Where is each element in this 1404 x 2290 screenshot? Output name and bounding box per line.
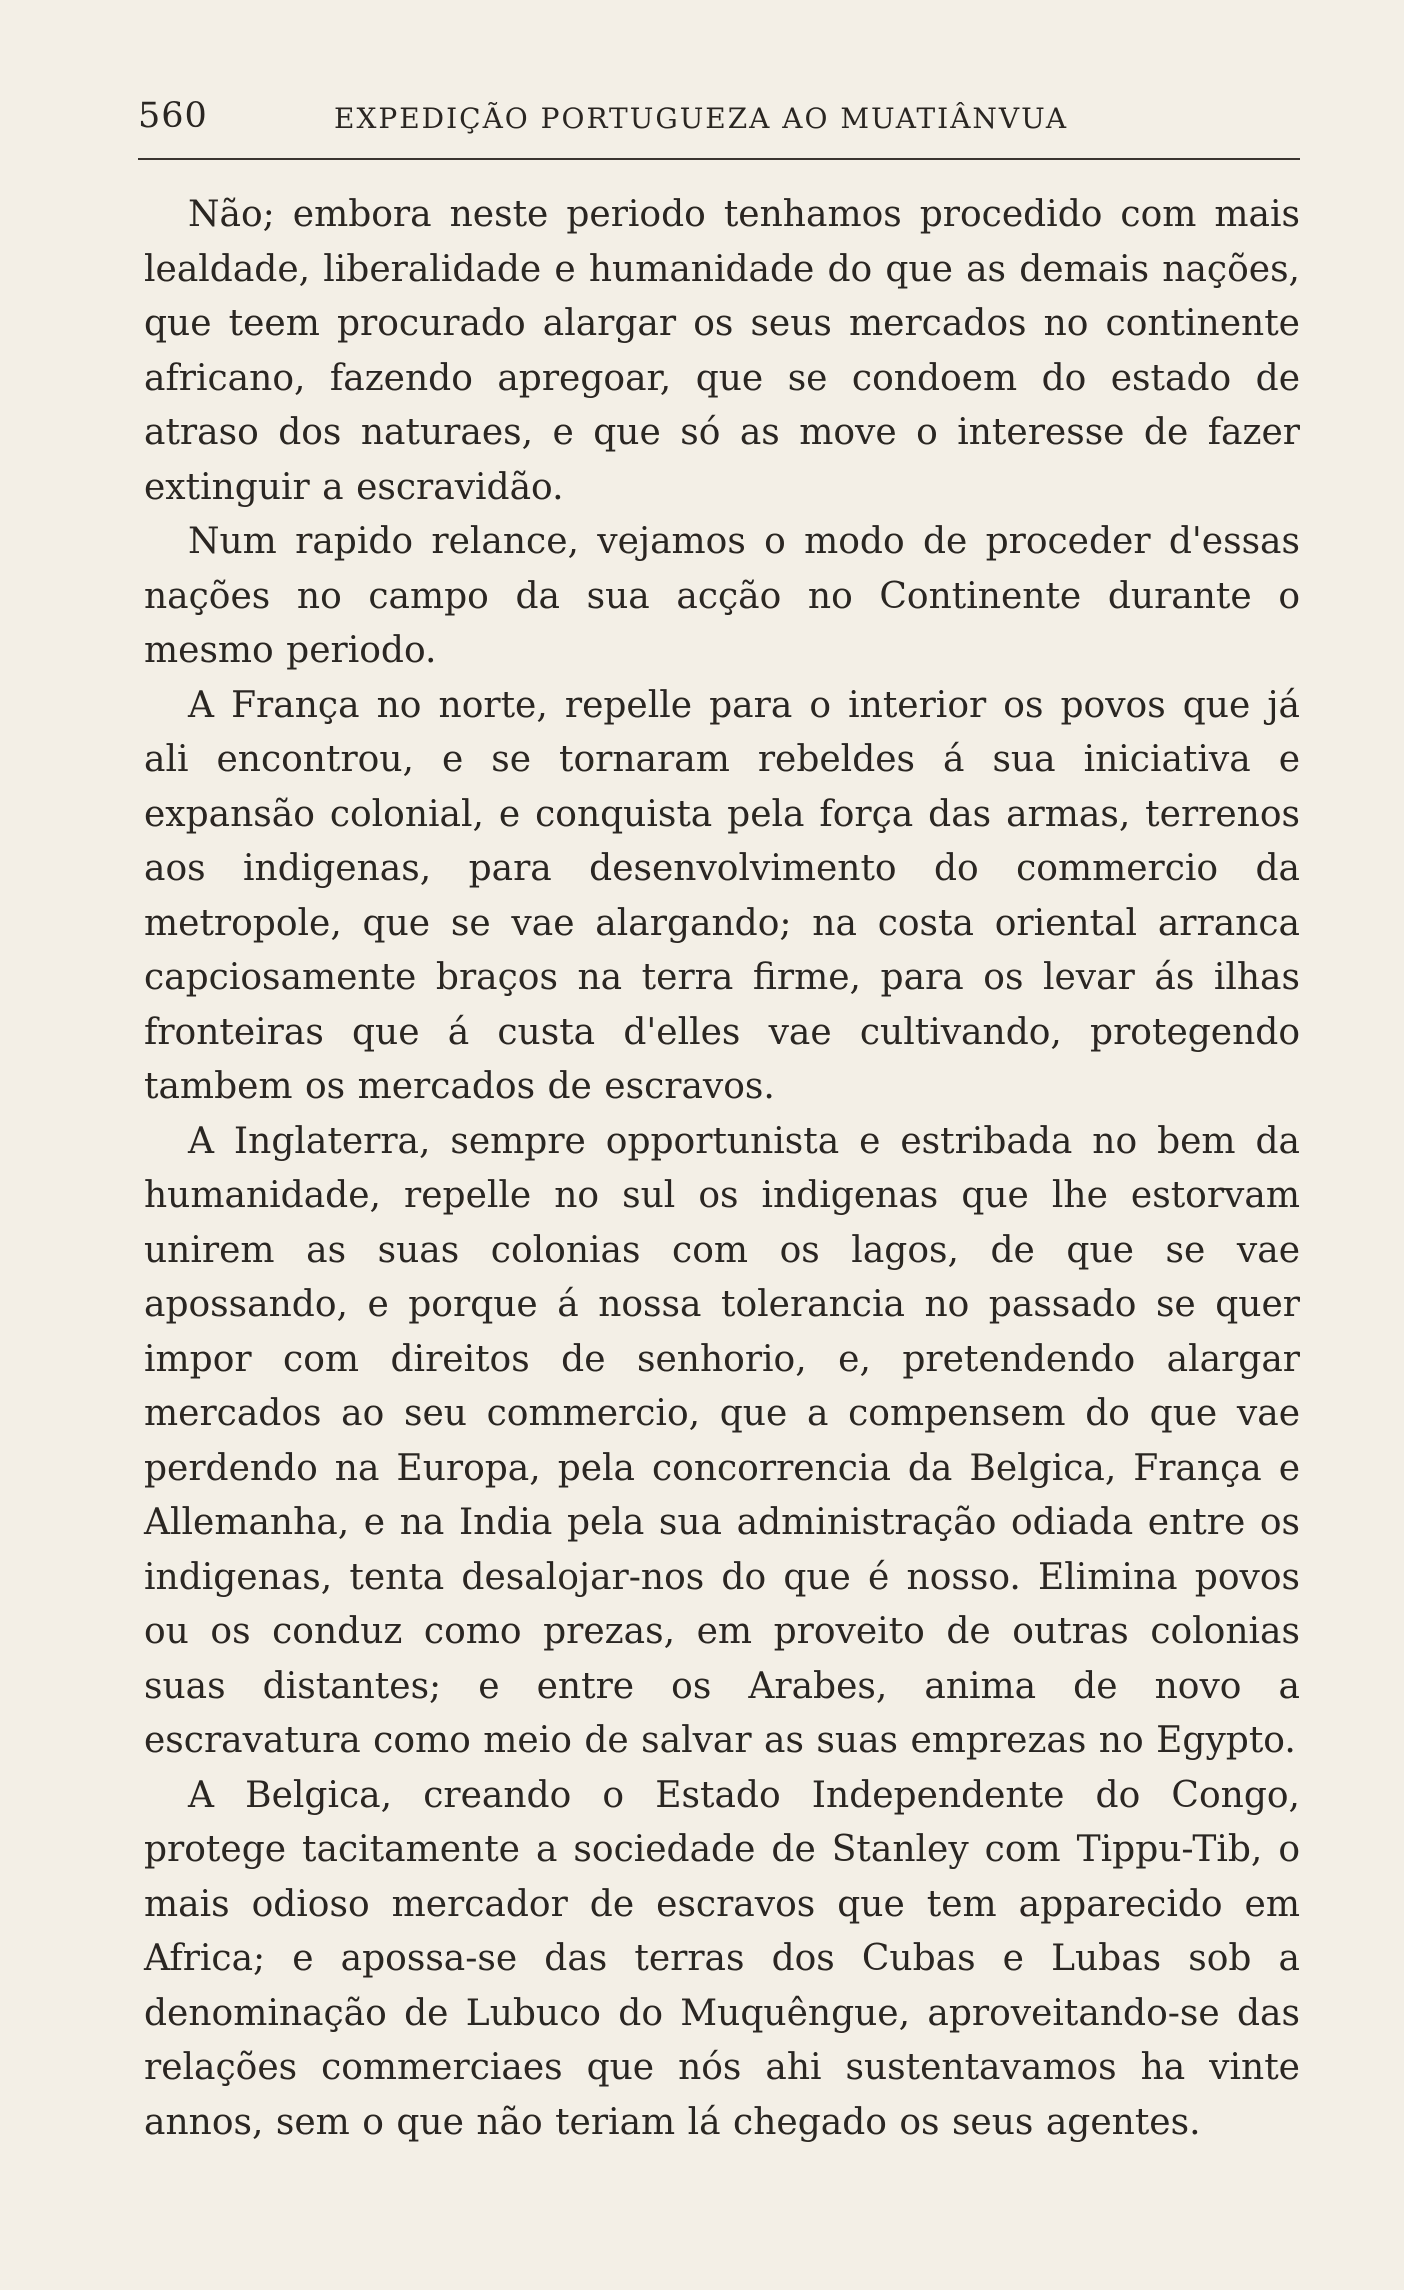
page-header bbox=[138, 96, 1298, 146]
body-text bbox=[144, 188, 1300, 2150]
running-title: EXPEDIÇÃO PORTUGUEZA AO MUATIÂNVUA bbox=[334, 102, 1069, 135]
header-rule bbox=[138, 158, 1300, 160]
paragraph: A Belgica, creando o Estado Independente do Congo, protege tacitamente a sociedade de Stanley com Tippu-Tib, o mais odioso mercador de escravos que tem apparecido em Africa; e apossa-se das terras dos Cubas e Lubas sob a denominação de Lubuco do Muquêngue, aproveitando-se das relações commerciaes que nós ahi sustentavamos ha vinte annos, sem o que não teriam lá chegado os seus agentes. bbox=[144, 1774, 1300, 2143]
paragraph: A França no norte, repelle para o interior os povos que já ali encontrou, e se tornaram rebeldes á sua iniciativa e expansão colonial, e conquista pela força das armas, terrenos aos indigenas, para desenvolvimento do commercio da metropole, que se vae alargando; na costa oriental arranca capciosamente braços na terra firme, para os levar ás ilhas fronteiras que á custa d'elles vae cultivando, protegendo tambem os mercados de escravos. bbox=[144, 684, 1300, 1107]
page-number: 560 bbox=[138, 96, 208, 136]
paragraph: Não; embora neste periodo tenhamos procedido com mais lealdade, liberalidade e humanidade do que as demais nações, que teem procurado alargar os seus mercados no continente africano, fazendo apregoar, que se condoem do estado de atraso dos naturaes, e que só as move o interesse de fazer extinguir a escravidão. bbox=[144, 194, 1300, 508]
paragraph: Num rapido relance, vejamos o modo de proceder d'essas nações no campo da sua acção no Continente durante o mesmo periodo. bbox=[144, 521, 1300, 671]
paragraph: A Inglaterra, sempre opportunista e estribada no bem da humanidade, repelle no sul os indigenas que lhe estorvam unirem as suas colonias com os lagos, de que se vae apossando, e porque á nossa tolerancia no passado se quer impor com direitos de senhorio, e, pretendendo alargar mercados ao seu commercio, que a compensem do que vae perdendo na Europa, pela concorrencia da Belgica, França e Allemanha, e na India pela sua administração odiada entre os indigenas, tenta desalojar-nos do que é nosso. Elimina povos ou os conduz como prezas, em proveito de outras colonias suas distantes; e entre os Arabes, anima de novo a escravatura como meio de salvar as suas emprezas no Egypto. bbox=[144, 1120, 1300, 1761]
